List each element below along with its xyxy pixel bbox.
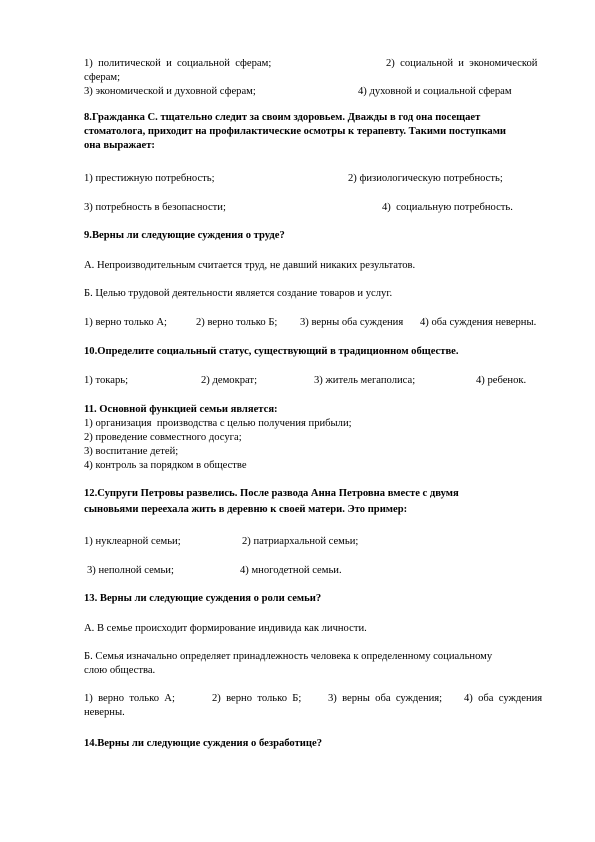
q8-option-3: 3) потребность в безопасности; [84, 202, 226, 213]
q9-option-3: 3) верны оба суждения [300, 317, 404, 328]
q11-option-3: 3) воспитание детей; [84, 446, 179, 457]
q10-text: 10.Определите социальный статус, существующий в традиционном обществе. [84, 346, 459, 357]
q8-option-1: 1) престижную потребность; [84, 173, 215, 184]
q12-option-4: 4) многодетной семьи. [240, 565, 342, 576]
q12-option-1: 1) нуклеарной семьи; [84, 536, 181, 547]
q11-option-4: 4) контроль за порядком в обществе [84, 460, 247, 471]
q13-statement-b-line-2: слою общества. [84, 665, 156, 676]
q7-option-2-continued: сферам; [84, 72, 121, 83]
q10-option-1: 1) токарь; [84, 375, 129, 386]
q7-option-2: 2) социальной и экономической [386, 58, 538, 69]
q12-option-3: 3) неполной семьи; [87, 565, 174, 576]
q10-option-2: 2) демократ; [201, 375, 258, 386]
q14-text: 14.Верны ли следующие суждения о безработице? [84, 738, 323, 749]
q9-text: 9.Верны ли следующие суждения о труде? [84, 230, 285, 241]
q9-statement-b: Б. Целью трудовой деятельности является создание товаров и услуг. [84, 288, 393, 299]
q13-option-4: 4) оба суждения [464, 693, 543, 704]
q13-option-4-continued: неверны. [84, 707, 125, 718]
q9-option-1: 1) верно только А; [84, 317, 167, 328]
q13-text: 13. Верны ли следующие суждения о роли семьи? [84, 593, 322, 604]
q7-option-1: 1) политической и социальной сферам; [84, 58, 272, 69]
q13-option-1: 1) верно только А; [84, 693, 175, 704]
q11-option-2: 2) проведение совместного досуга; [84, 432, 242, 443]
q9-statement-a: А. Непроизводительным считается труд, не давший никаких результатов. [84, 260, 416, 271]
q12-text-line-2: сыновьями переехала жить в деревню к своей матери. Это пример: [84, 504, 408, 515]
q13-statement-a: А. В семье происходит формирование индивида как личности. [84, 623, 367, 634]
q8-text-line-2: стоматолога, приходит на профилактические осмотры к терапевту. Такими поступками [84, 126, 507, 137]
q11-text: 11. Основной функцией семьи является: [84, 404, 278, 415]
q9-option-2: 2) верно только Б; [196, 317, 278, 328]
q11-option-1: 1) организация производства с целью получения прибыли; [84, 418, 352, 429]
q13-statement-b-line-1: Б. Семья изначально определяет принадлежность человека к определенному социальному [84, 651, 493, 662]
q8-option-4: 4) социальную потребность. [382, 202, 513, 213]
q8-text-line-3: она выражает: [84, 140, 155, 151]
q7-option-3: 3) экономической и духовной сферам; [84, 86, 256, 97]
q8-text-line-1: 8.Гражданка С. тщательно следит за своим здоровьем. Дважды в год она посещает [84, 112, 481, 123]
q10-option-3: 3) житель мегаполиса; [314, 375, 416, 386]
q10-option-4: 4) ребенок. [476, 375, 527, 386]
q8-option-2: 2) физиологическую потребность; [348, 173, 503, 184]
q7-option-4: 4) духовной и социальной сферам [358, 86, 512, 97]
q13-option-3: 3) верны оба суждения; [328, 693, 443, 704]
q9-option-4: 4) оба суждения неверны. [420, 317, 537, 328]
q12-option-2: 2) патриархальной семьи; [242, 536, 359, 547]
q12-text-line-1: 12.Супруги Петровы развелись. После развода Анна Петровна вместе с двумя [84, 488, 459, 499]
q13-option-2: 2) верно только Б; [212, 693, 302, 704]
